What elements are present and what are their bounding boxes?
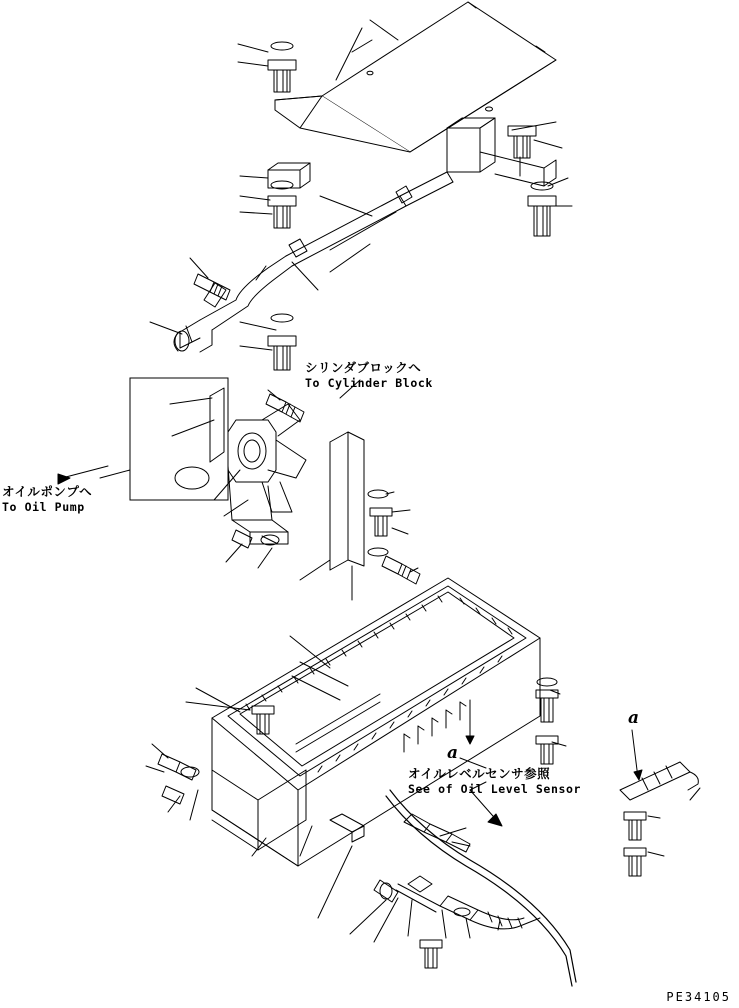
annotation-to-cylinder-block-en: To Cylinder Block: [305, 376, 433, 390]
annotation-to-oil-pump-jp: オイルポンプへ: [2, 484, 93, 499]
annotation-see-oil-level-sensor-en: See of Oil Level Sensor: [408, 782, 582, 796]
annotation-see-oil-level-sensor: [408, 764, 581, 796]
annotation-to-oil-pump-en: To Oil Pump: [2, 500, 85, 514]
annotation-to-cylinder-block: [305, 358, 433, 390]
annotation-see-oil-level-sensor-jp: オイルレベルセンサ参照: [408, 766, 551, 781]
drawing-part-number: PE34105: [666, 990, 731, 1004]
annotation-to-cylinder-block-jp: シリンダブロックへ: [305, 360, 422, 375]
callout-a-right: a: [628, 708, 640, 728]
annotation-to-oil-pump: [2, 482, 92, 514]
callout-a-center: a: [447, 743, 459, 763]
